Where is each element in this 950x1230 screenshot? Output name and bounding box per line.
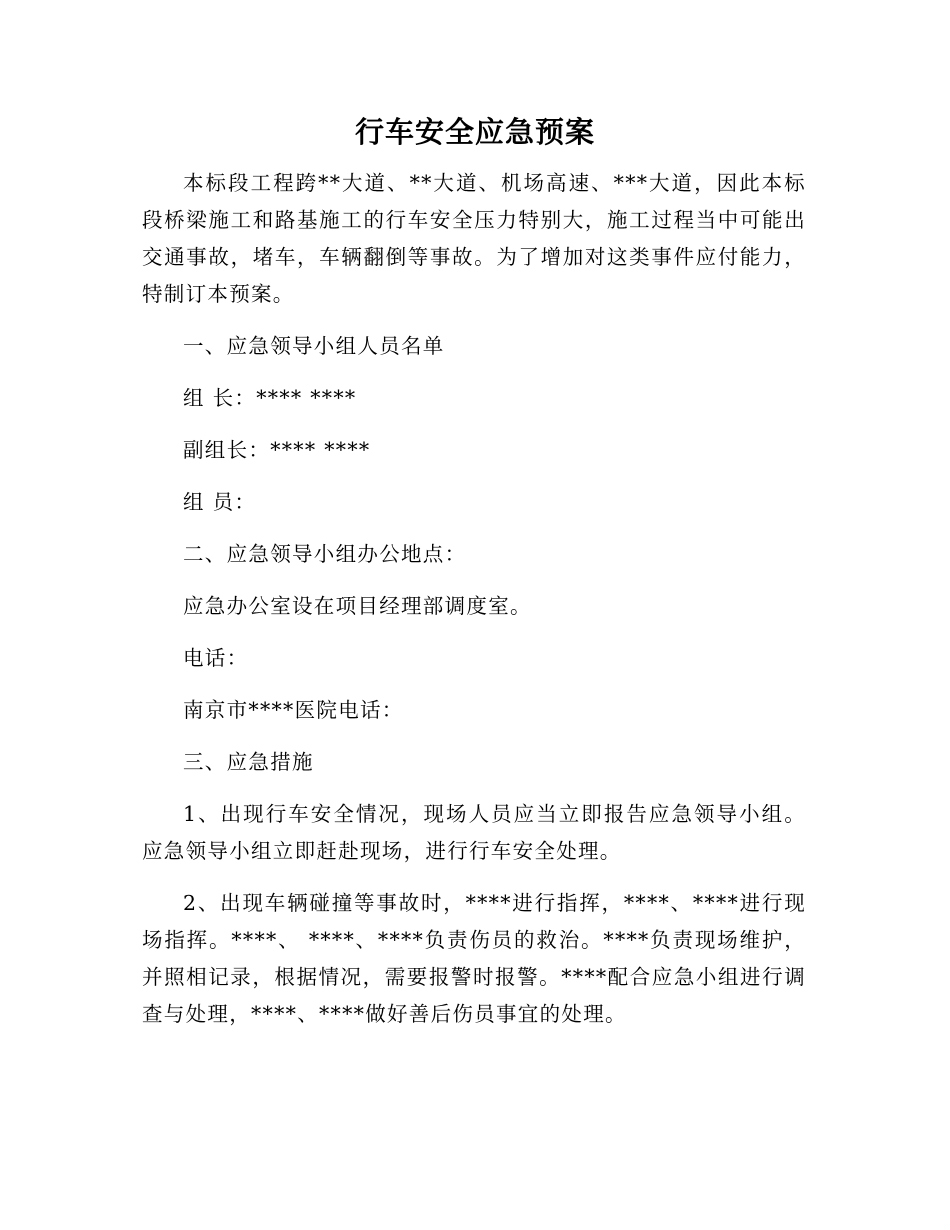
section-heading-2: 二、应急领导小组办公地点：: [183, 542, 467, 566]
office-location-line: 应急办公室设在项目经理部调度室。: [183, 594, 532, 618]
measure-paragraph-2: 2、出现车辆碰撞等事故时，****进行指挥，****、****进行现场指挥。****、 ****、****负责伤员的救治。****负责现场维护，并照相记录，根据情况，需要报警时报警。****配合应急小组进行调查与处理，****、****做好善后伤员事宜的处理。: [142, 891, 806, 1026]
members-line: 组 员：: [183, 490, 257, 514]
phone-line: 电话：: [183, 646, 249, 670]
intro-paragraph: 本标段工程跨**大道、**大道、机场高速、***大道，因此本标段桥梁施工和路基施工的行车安全压力特别大，施工过程当中可能出交通事故，堵车，车辆翻倒等事故。为了增加对这类事件应付能力，特制订本预案。: [142, 171, 806, 306]
deputy-leader-line: 副组长：**** ****: [183, 438, 371, 462]
document-body: [142, 165, 806, 1048]
section-heading-1: 一、应急领导小组人员名单: [183, 334, 445, 358]
hospital-phone-line: 南京市****医院电话：: [183, 698, 404, 722]
section-heading-3: 三、应急措施: [183, 750, 314, 774]
measure-paragraph-1: 1、出现行车安全情况，现场人员应当立即报告应急领导小组。应急领导小组立即赶赴现场，进行行车安全处理。: [142, 802, 806, 863]
document-title: 行车安全应急预案: [354, 115, 595, 149]
leader-line: 组 长：**** ****: [183, 386, 357, 410]
